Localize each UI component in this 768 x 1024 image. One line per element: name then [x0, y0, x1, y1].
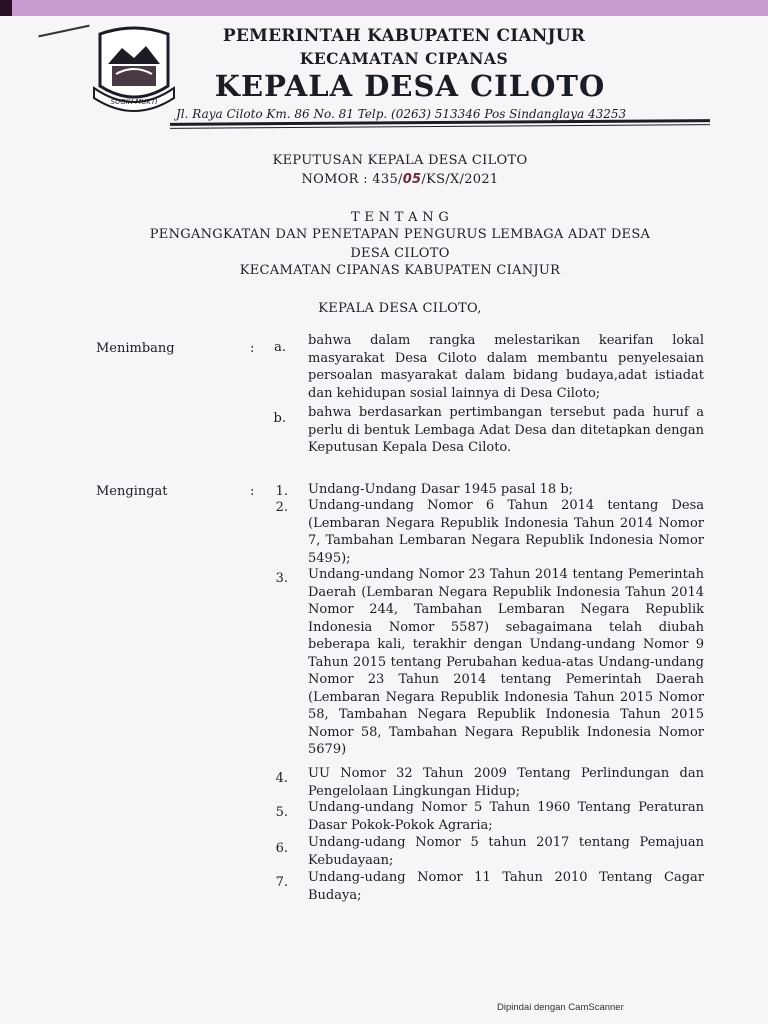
- mengingat-item-3: Undang-undang Nomor 23 Tahun 2014 tentang Pemerintah Daerah (Lembaran Negara Republik Indonesia Tahun 2014 Nomor 244, Tambahan Lembaran Negara Republik Indonesia Nomor 5587) sebagaimana telah diubah beberapa kali, terakhir dengan Undang-undang Nomor 9 Tahun 2015 tentang Perubahan kedua-atas Undang-undang Nomor 23 Tahun 2014 tentang Pemerintah Daerah (Lembaran Negara Republik Indonesia Tahun 2015 Nomor 58, Tambahan Negara Republik Indonesia Tahun 2015 Nomor 58, Tambahan Negara Republik Indonesia Nomor 5679): [308, 567, 704, 757]
- scan-edge-corner: [0, 0, 12, 16]
- mengingat-colon: :: [250, 484, 255, 499]
- mengingat-marker-5: 5.: [275, 805, 288, 820]
- mengingat-item-4: UU Nomor 32 Tahun 2009 Tentang Perlindungan dan Pengelolaan Lingkungan Hidup;: [308, 766, 704, 799]
- tentang-heading: T E N T A N G: [350, 210, 450, 225]
- menimbang-marker-a: a.: [274, 340, 286, 355]
- menimbang-item-b: bahwa berdasarkan pertimbangan tersebut pada huruf a perlu di bentuk Lembaga Adat Desa dan ditetapkan dengan Keputusan Kepala Desa Ciloto.: [308, 405, 704, 455]
- menimbang-label: Menimbang: [96, 341, 175, 356]
- mengingat-item-1: Undang-Undang Dasar 1945 pasal 18 b;: [308, 482, 574, 497]
- menimbang-colon: :: [250, 341, 255, 356]
- decree-subject-line1: PENGANGKATAN DAN PENETAPAN PENGURUS LEMBAGA ADAT DESA: [149, 227, 651, 242]
- decree-number-prefix: NOMOR : 435/: [301, 172, 403, 187]
- decree-number-suffix: /KS/X/2021: [421, 172, 499, 187]
- mengingat-item-2: Undang-undang Nomor 6 Tahun 2014 tentang Desa (Lembaran Negara Republik Indonesia Tahun 2014 Nomor 7, Tambahan Lembaran Negara Republik Indonesia Nomor 5495);: [308, 498, 704, 566]
- decree-subject-line3: KECAMATAN CIPANAS KABUPATEN CIANJUR: [239, 263, 561, 278]
- menimbang-marker-b: b.: [273, 411, 286, 426]
- regency-emblem-icon: [88, 24, 180, 120]
- decree-number-handwritten: 05: [402, 172, 422, 187]
- mengingat-item-6: Undang-udang Nomor 5 tahun 2017 tentang Pemajuan Kebudayaan;: [308, 835, 704, 868]
- letterhead-government: PEMERINTAH KABUPATEN CIANJUR: [222, 26, 586, 46]
- decree-issuer: KEPALA DESA CILOTO,: [318, 301, 482, 316]
- mengingat-marker-4: 4.: [275, 771, 288, 786]
- scanner-watermark: Dipindai dengan CamScanner: [497, 1002, 624, 1013]
- decree-number: [250, 172, 550, 187]
- mengingat-marker-2: 2.: [275, 500, 288, 515]
- mengingat-marker-6: 6.: [275, 841, 288, 856]
- decree-subject-line2: DESA CILOTO: [350, 246, 450, 261]
- mengingat-marker-3: 3.: [275, 571, 288, 586]
- mengingat-label: Mengingat: [96, 484, 168, 499]
- menimbang-item-a: bahwa dalam rangka melestarikan kearifan lokal masyarakat Desa Ciloto dalam membantu penyelesaian persoalan masyarakat dalam bidang budaya,adat istiadat dan kehidupan sosial lainnya di Desa Ciloto;: [308, 333, 704, 401]
- pen-stroke: [38, 25, 89, 38]
- scan-edge-bar: [0, 0, 768, 16]
- letterhead-office: KEPALA DESA CILOTO: [214, 69, 606, 103]
- letterhead-address: Jl. Raya Ciloto Km. 86 No. 81 Telp. (0263) 513346 Pos Sindanglaya 43253: [176, 107, 627, 121]
- mengingat-marker-1: 1.: [275, 484, 288, 499]
- letterhead-district: KECAMATAN CIPANAS: [299, 49, 509, 68]
- emblem-motto: SUGIH MUKTI: [110, 98, 158, 106]
- mengingat-marker-7: 7.: [275, 875, 288, 890]
- decree-title: KEPUTUSAN KEPALA DESA CILOTO: [272, 153, 528, 168]
- mengingat-item-7: Undang-udang Nomor 11 Tahun 2010 Tentang Cagar Budaya;: [308, 870, 704, 903]
- mengingat-item-5: Undang-undang Nomor 5 Tahun 1960 Tentang Peraturan Dasar Pokok-Pokok Agraria;: [308, 800, 704, 833]
